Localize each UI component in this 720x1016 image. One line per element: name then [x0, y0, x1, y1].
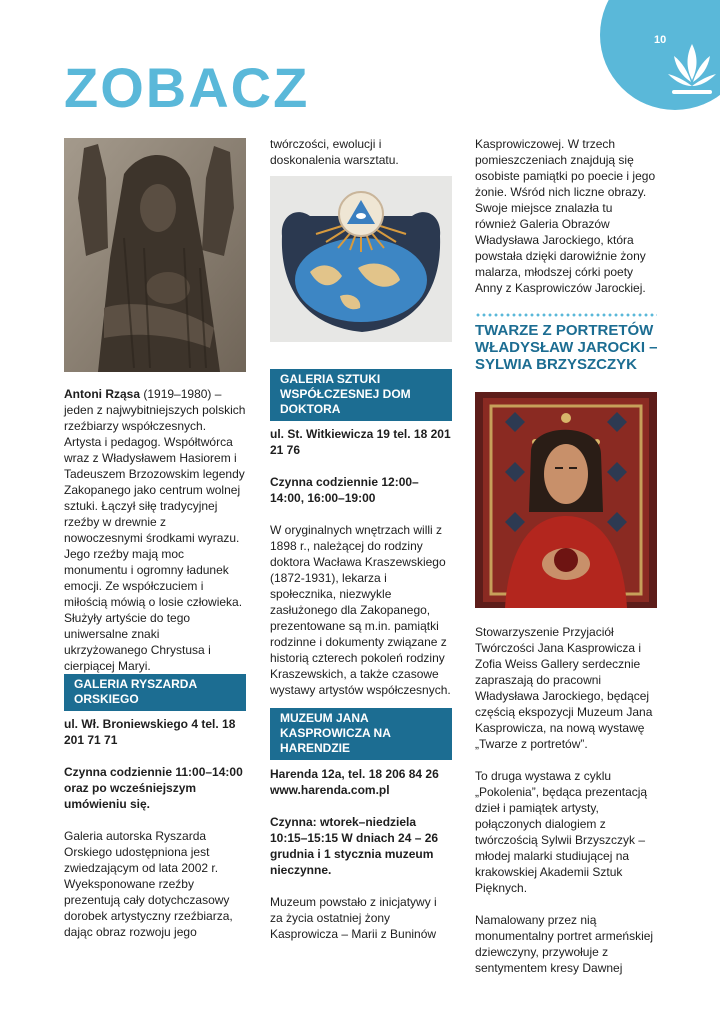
bio-paragraph	[64, 386, 246, 674]
bio-text: – jeden z najwybitniejszych polskich rzeźbiarzy współczesnych. Artysta i pedagog. Współtwórca wraz z Władysławem Hasiorem i Tadeuszem Brzozowskim legendy Zakopanego jako centrum wolnej sztuki. Łączył siłę tradycyjnej rzeźby w drewnie z nowoczesnymi środkami wyrazu. Jego rzeźby mają moc monumentu i ogromny ładunek emocji. Ze współczuciem i miłością mówią o losie człowieka. Służyły artyście do tego uniwersalne znaki ukrzyżowanego Chrystusa i cierpiącej Maryi.	[64, 387, 246, 673]
exhibition-paragraph-1: Stowarzyszenie Przyjaciół Twórczości Jana Kasprowicza i Zofia Weiss Gallery serdecznie zapraszają do pracowni Władysława Jarockiego, będącej częścią ekspozycji Muzeum Jana Kasprowicza, na nową wystawę „Twarze z portretów”.	[475, 625, 653, 751]
gallery-description: W oryginalnych wnętrzach willi z 1898 r., należącej do rodziny doktora Wacława Kraszewskiego (1872-1931), lekarza i społecznika, niezwykle zasłużonego dla Zakopanego, prezentowane są m.in. pamiątki rodzinne i dokumenty związane z historią czterech pokoleń rodziny Kraszewskich, a także czasowe wystawy artystów współczesnych.	[270, 523, 451, 697]
continued-text: Kasprowiczowej. W trzech pomieszczeniach znajdują się osobiste pamiątki po poecie i jego żonie. Wśród nich liczne obrazy. Swoje miejsce znalazła tu również Galeria Obrazów Władysława Jarockiego, która powstała dzięki darowiźnie żony malarza, młodszej córki poety Anny z Kasprowiczów Jarockiej.	[475, 137, 656, 295]
opening-hours: Czynna: wtorek–niedziela 10:15–15:15 W dniach 24 – 26 grudnia i 1 stycznia muzeum nieczynne.	[270, 815, 439, 877]
exhibition-paragraph-2: To druga wystawa z cyklu „Pokolenia”, będąca prezentacją dzieł i pamiątek artysty, połączonych dialogiem z twórczością Sylwii Brzyszczyk – młodej malarki studiującej na krakowskiej Akademii Sztuk Pięknych.	[475, 769, 648, 895]
artwork-photo	[270, 176, 452, 342]
exhibition-paragraph-3: Namalowany przez nią monumentalny portret armeńskiej dziewczyny, przywołuje z sentymentem kresy Dawnej	[475, 913, 654, 975]
opening-hours: Czynna codziennie 11:00–14:00 oraz po wcześniejszym umówieniu się.	[64, 765, 243, 811]
continued-text: twórczości, ewolucji i doskonalenia warsztatu.	[270, 137, 399, 167]
address-text: Harenda 12a, tel. 18 206 84 26 www.harenda.com.pl	[270, 767, 439, 797]
plant-logo-icon	[666, 38, 718, 100]
column-2-top	[270, 136, 452, 168]
artist-name: Antoni Rząsa	[64, 387, 141, 401]
column-1	[64, 386, 246, 674]
exhibition-title: TWARZE Z PORTRETÓW WŁADYSŁAW JAROCKI – SYLWIA BRZYSZCZYK	[475, 322, 658, 373]
museum-description: Muzeum powstało z inicjatywy i za życia ostatniej żony Kasprowicza – Marii z Buninów	[270, 895, 437, 941]
dotted-divider	[475, 313, 657, 317]
address-text: ul. Wł. Broniewskiego 4 tel. 18 201 71 71	[64, 717, 236, 747]
opening-hours: Czynna codziennie 12:00–14:00, 16:00–19:00	[270, 475, 419, 505]
page-title: ZOBACZ	[64, 56, 310, 119]
column-3-lower	[475, 624, 657, 976]
column-1-lower	[64, 716, 246, 940]
section-banner-galeria-orskiego: GALERIA RYSZARDA ORSKIEGO	[64, 674, 246, 711]
sculpture-photo	[64, 138, 246, 372]
portrait-photo	[475, 392, 657, 608]
artist-years: (1919–1980)	[140, 387, 212, 401]
column-2-lower	[270, 766, 452, 942]
section-banner-dom-doktora: GALERIA SZTUKI WSPÓŁCZESNEJ DOM DOKTORA	[270, 369, 452, 421]
page-number: 10	[654, 34, 667, 46]
section-banner-muzeum-kasprowicza: MUZEUM JANA KASPROWICZA NA HARENDZIE	[270, 708, 452, 760]
column-2-mid	[270, 426, 452, 698]
address-text: ul. St. Witkiewicza 19 tel. 18 201 21 76	[270, 427, 451, 457]
gallery-description: Galeria autorska Ryszarda Orskiego udostępniona jest zwiedzającym od lata 2002 r. Wyeksponowane rzeźby prezentują cały dotychczasowy dorobek artystyczny rzeźbiarza, dając obraz rozwoju jego	[64, 829, 233, 939]
column-3-top	[475, 136, 657, 296]
